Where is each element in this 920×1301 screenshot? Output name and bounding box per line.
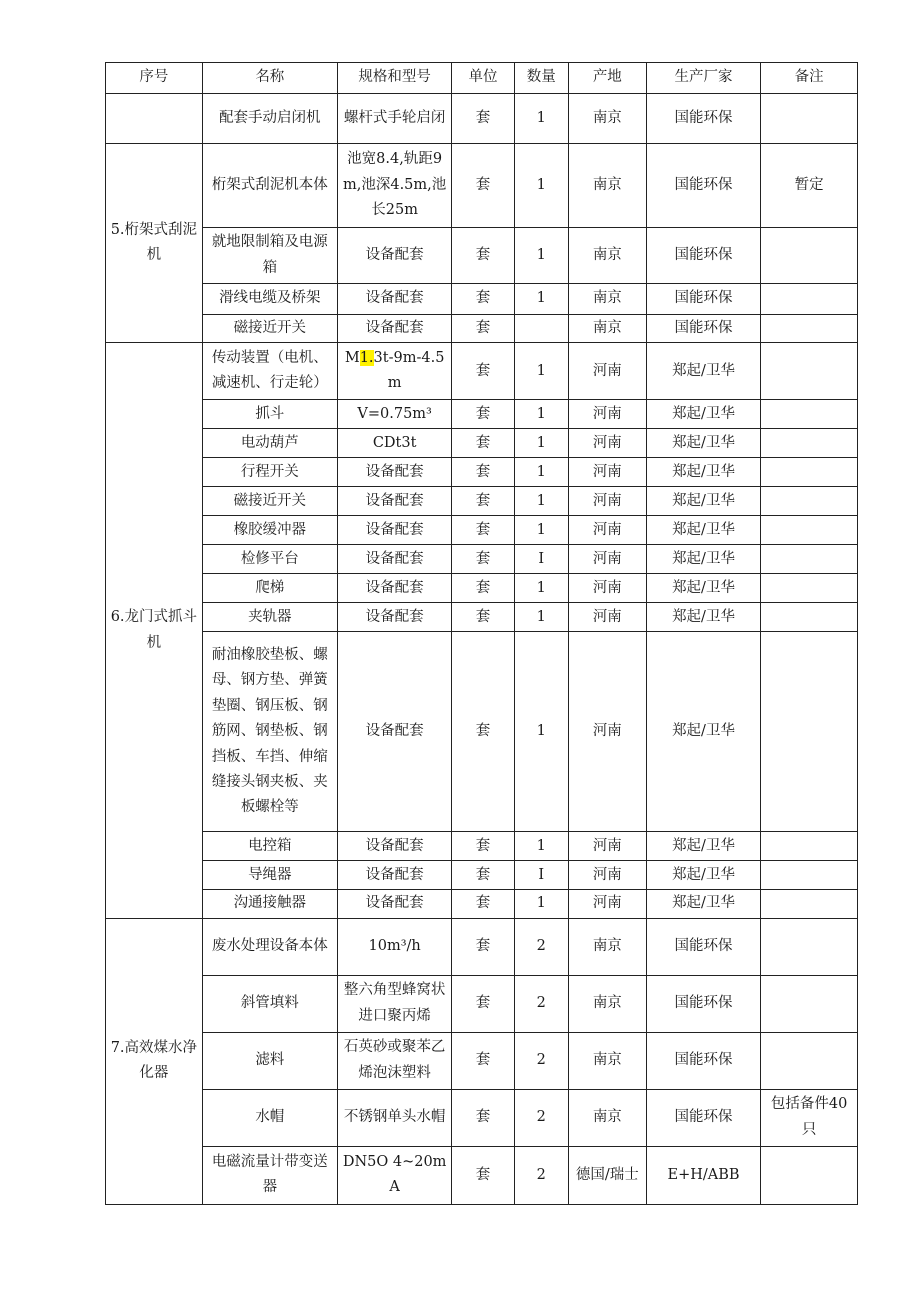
cell-origin: 河南 xyxy=(568,632,646,832)
cell-spec: 螺杆式手轮启闭 xyxy=(337,94,451,144)
cell-note xyxy=(761,315,858,343)
cell-spec: 10m³/h xyxy=(337,918,451,975)
cell-qty: 1 xyxy=(514,487,568,516)
cell-note xyxy=(761,458,858,487)
cell-name: 夹轨器 xyxy=(202,603,337,632)
cell-spec: 设备配套 xyxy=(337,574,451,603)
cell-note xyxy=(761,918,858,975)
cell-unit: 套 xyxy=(452,487,514,516)
cell-maker: 国能环保 xyxy=(646,315,760,343)
cell-unit: 套 xyxy=(452,1146,514,1204)
cell-origin: 南京 xyxy=(568,144,646,228)
table-row xyxy=(106,458,858,487)
cell-note xyxy=(761,487,858,516)
equipment-table xyxy=(105,62,858,1205)
cell-qty: I xyxy=(514,545,568,574)
cell-spec: 池宽8.4,轨距9m,池深4.5m,池长25m xyxy=(337,144,451,228)
cell-name: 磁接近开关 xyxy=(202,487,337,516)
cell-qty: 1 xyxy=(514,228,568,284)
cell-note: 暂定 xyxy=(761,144,858,228)
cell-note xyxy=(761,832,858,861)
cell-qty: 1 xyxy=(514,832,568,861)
table-row xyxy=(106,400,858,429)
cell-origin: 南京 xyxy=(568,284,646,315)
header-cell-seq: 序号 xyxy=(106,63,203,94)
cell-origin: 河南 xyxy=(568,400,646,429)
table-row xyxy=(106,603,858,632)
cell-spec: CDt3t xyxy=(337,429,451,458)
cell-qty: 2 xyxy=(514,975,568,1032)
table-row xyxy=(106,1032,858,1089)
header-cell-unit: 单位 xyxy=(452,63,514,94)
cell-unit: 套 xyxy=(452,429,514,458)
cell-maker: 郑起/卫华 xyxy=(646,545,760,574)
cell-name: 桁架式刮泥机本体 xyxy=(202,144,337,228)
cell-origin: 河南 xyxy=(568,343,646,400)
cell-maker: 郑起/卫华 xyxy=(646,832,760,861)
cell-note xyxy=(761,94,858,144)
table-row xyxy=(106,94,858,144)
cell-origin: 南京 xyxy=(568,94,646,144)
cell-note: 包括备件40只 xyxy=(761,1089,858,1146)
cell-maker: 国能环保 xyxy=(646,144,760,228)
cell-note xyxy=(761,228,858,284)
cell-spec: 设备配套 xyxy=(337,458,451,487)
cell-origin: 河南 xyxy=(568,458,646,487)
cell-origin: 河南 xyxy=(568,832,646,861)
cell-unit: 套 xyxy=(452,832,514,861)
table-row xyxy=(106,315,858,343)
cell-qty: 1 xyxy=(514,429,568,458)
cell-unit: 套 xyxy=(452,343,514,400)
cell-unit: 套 xyxy=(452,315,514,343)
cell-origin: 德国/瑞士 xyxy=(568,1146,646,1204)
cell-name: 橡胶缓冲器 xyxy=(202,516,337,545)
cell-unit: 套 xyxy=(452,861,514,890)
cell-name: 电磁流量计带变送器 xyxy=(202,1146,337,1204)
header-cell-maker: 生产厂家 xyxy=(646,63,760,94)
cell-spec: 设备配套 xyxy=(337,603,451,632)
cell-maker: 郑起/卫华 xyxy=(646,400,760,429)
cell-note xyxy=(761,975,858,1032)
cell-name: 爬梯 xyxy=(202,574,337,603)
cell-unit: 套 xyxy=(452,632,514,832)
cell-origin: 南京 xyxy=(568,1089,646,1146)
cell-maker: 郑起/卫华 xyxy=(646,890,760,918)
cell-spec: 设备配套 xyxy=(337,861,451,890)
cell-name: 检修平台 xyxy=(202,545,337,574)
cell-maker: 郑起/卫华 xyxy=(646,487,760,516)
cell-maker: 国能环保 xyxy=(646,975,760,1032)
cell-unit: 套 xyxy=(452,545,514,574)
cell-origin: 河南 xyxy=(568,890,646,918)
cell-maker: 国能环保 xyxy=(646,1032,760,1089)
cell-note xyxy=(761,603,858,632)
cell-qty: 1 xyxy=(514,632,568,832)
cell-maker: 郑起/卫华 xyxy=(646,429,760,458)
table-row xyxy=(106,632,858,832)
cell-note xyxy=(761,400,858,429)
header-cell-name: 名称 xyxy=(202,63,337,94)
cell-seq: 6.龙门式抓斗机 xyxy=(106,343,203,918)
cell-unit: 套 xyxy=(452,918,514,975)
cell-name: 导绳器 xyxy=(202,861,337,890)
header-cell-spec: 规格和型号 xyxy=(337,63,451,94)
cell-unit: 套 xyxy=(452,1089,514,1146)
cell-note xyxy=(761,343,858,400)
cell-origin: 河南 xyxy=(568,545,646,574)
cell-unit: 套 xyxy=(452,94,514,144)
cell-spec: 设备配套 xyxy=(337,284,451,315)
cell-name: 废水处理设备本体 xyxy=(202,918,337,975)
cell-name: 滤料 xyxy=(202,1032,337,1089)
cell-qty: 1 xyxy=(514,516,568,545)
cell-origin: 河南 xyxy=(568,574,646,603)
cell-note xyxy=(761,890,858,918)
cell-spec: 整六角型蜂窝状进口聚丙烯 xyxy=(337,975,451,1032)
cell-note xyxy=(761,1032,858,1089)
cell-spec: 设备配套 xyxy=(337,632,451,832)
cell-unit: 套 xyxy=(452,574,514,603)
cell-name: 沟通接触器 xyxy=(202,890,337,918)
cell-qty: 1 xyxy=(514,890,568,918)
cell-unit: 套 xyxy=(452,1032,514,1089)
cell-note xyxy=(761,1146,858,1204)
cell-origin: 南京 xyxy=(568,228,646,284)
cell-spec: 设备配套 xyxy=(337,315,451,343)
header-cell-origin: 产地 xyxy=(568,63,646,94)
cell-maker: 国能环保 xyxy=(646,94,760,144)
table-row xyxy=(106,144,858,228)
cell-qty: 1 xyxy=(514,603,568,632)
cell-qty: 1 xyxy=(514,343,568,400)
table-row xyxy=(106,890,858,918)
cell-origin: 南京 xyxy=(568,918,646,975)
table-body xyxy=(106,63,858,1205)
table-row xyxy=(106,975,858,1032)
cell-spec: 设备配套 xyxy=(337,487,451,516)
cell-maker: 郑起/卫华 xyxy=(646,516,760,545)
cell-spec: DN5O 4~20mA xyxy=(337,1146,451,1204)
cell-qty: I xyxy=(514,861,568,890)
cell-origin: 南京 xyxy=(568,315,646,343)
cell-origin: 河南 xyxy=(568,429,646,458)
cell-maker: 郑起/卫华 xyxy=(646,603,760,632)
cell-name: 耐油橡胶垫板、螺母、钢方垫、弹簧垫圈、钢压板、钢筋网、钢垫板、钢挡板、车挡、伸缩缝接头钢夹板、夹板螺栓等 xyxy=(202,632,337,832)
table-row xyxy=(106,343,858,400)
cell-name: 就地限制箱及电源箱 xyxy=(202,228,337,284)
cell-origin: 河南 xyxy=(568,603,646,632)
cell-name: 配套手动启闭机 xyxy=(202,94,337,144)
cell-maker: 郑起/卫华 xyxy=(646,632,760,832)
table-row xyxy=(106,574,858,603)
cell-qty: 1 xyxy=(514,284,568,315)
cell-origin: 南京 xyxy=(568,1032,646,1089)
cell-name: 水帽 xyxy=(202,1089,337,1146)
cell-unit: 套 xyxy=(452,400,514,429)
table-row xyxy=(106,429,858,458)
cell-unit: 套 xyxy=(452,228,514,284)
cell-origin: 河南 xyxy=(568,487,646,516)
text-highlight: 1. xyxy=(359,350,374,366)
cell-spec: 设备配套 xyxy=(337,890,451,918)
table-header-row xyxy=(106,63,858,94)
table-row xyxy=(106,918,858,975)
table-row xyxy=(106,516,858,545)
cell-qty: 1 xyxy=(514,144,568,228)
cell-maker: 国能环保 xyxy=(646,284,760,315)
cell-qty: 2 xyxy=(514,1032,568,1089)
cell-origin: 河南 xyxy=(568,516,646,545)
cell-qty xyxy=(514,315,568,343)
cell-maker: 郑起/卫华 xyxy=(646,343,760,400)
cell-spec: 设备配套 xyxy=(337,545,451,574)
cell-spec: 不锈钢单头水帽 xyxy=(337,1089,451,1146)
cell-note xyxy=(761,545,858,574)
cell-name: 电动葫芦 xyxy=(202,429,337,458)
cell-maker: E+H/ABB xyxy=(646,1146,760,1204)
cell-seq: 7.高效煤水净化器 xyxy=(106,918,203,1204)
cell-spec: 设备配套 xyxy=(337,832,451,861)
cell-qty: 1 xyxy=(514,574,568,603)
table-row xyxy=(106,545,858,574)
cell-maker: 郑起/卫华 xyxy=(646,574,760,603)
cell-qty: 2 xyxy=(514,1146,568,1204)
cell-name: 斜管填料 xyxy=(202,975,337,1032)
cell-seq xyxy=(106,94,203,144)
cell-unit: 套 xyxy=(452,603,514,632)
table-row xyxy=(106,228,858,284)
cell-note xyxy=(761,574,858,603)
cell-note xyxy=(761,429,858,458)
cell-maker: 国能环保 xyxy=(646,228,760,284)
cell-name: 行程开关 xyxy=(202,458,337,487)
cell-spec: V=0.75m³ xyxy=(337,400,451,429)
cell-name: 磁接近开关 xyxy=(202,315,337,343)
table-row xyxy=(106,284,858,315)
cell-qty: 1 xyxy=(514,458,568,487)
header-cell-note: 备注 xyxy=(761,63,858,94)
cell-origin: 南京 xyxy=(568,975,646,1032)
table-row xyxy=(106,832,858,861)
cell-name: 滑线电缆及桥架 xyxy=(202,284,337,315)
cell-unit: 套 xyxy=(452,284,514,315)
cell-qty: 1 xyxy=(514,400,568,429)
cell-unit: 套 xyxy=(452,516,514,545)
table-row xyxy=(106,1146,858,1204)
cell-maker: 郑起/卫华 xyxy=(646,458,760,487)
cell-unit: 套 xyxy=(452,144,514,228)
cell-seq: 5.桁架式刮泥机 xyxy=(106,144,203,343)
table-row xyxy=(106,1089,858,1146)
cell-spec: M1.3t-9m-4.5m xyxy=(337,343,451,400)
cell-qty: 2 xyxy=(514,918,568,975)
cell-maker: 郑起/卫华 xyxy=(646,861,760,890)
table-row xyxy=(106,487,858,516)
cell-spec: 石英砂或聚苯乙烯泡沫塑料 xyxy=(337,1032,451,1089)
cell-name: 抓斗 xyxy=(202,400,337,429)
header-cell-qty: 数量 xyxy=(514,63,568,94)
cell-name: 电控箱 xyxy=(202,832,337,861)
cell-note xyxy=(761,284,858,315)
cell-spec: 设备配套 xyxy=(337,516,451,545)
cell-qty: 1 xyxy=(514,94,568,144)
cell-note xyxy=(761,516,858,545)
cell-note xyxy=(761,861,858,890)
table-row xyxy=(106,861,858,890)
cell-origin: 河南 xyxy=(568,861,646,890)
cell-maker: 国能环保 xyxy=(646,918,760,975)
cell-unit: 套 xyxy=(452,975,514,1032)
cell-note xyxy=(761,632,858,832)
cell-unit: 套 xyxy=(452,890,514,918)
cell-name: 传动装置（电机、减速机、行走轮） xyxy=(202,343,337,400)
cell-spec: 设备配套 xyxy=(337,228,451,284)
cell-maker: 国能环保 xyxy=(646,1089,760,1146)
cell-qty: 2 xyxy=(514,1089,568,1146)
cell-unit: 套 xyxy=(452,458,514,487)
